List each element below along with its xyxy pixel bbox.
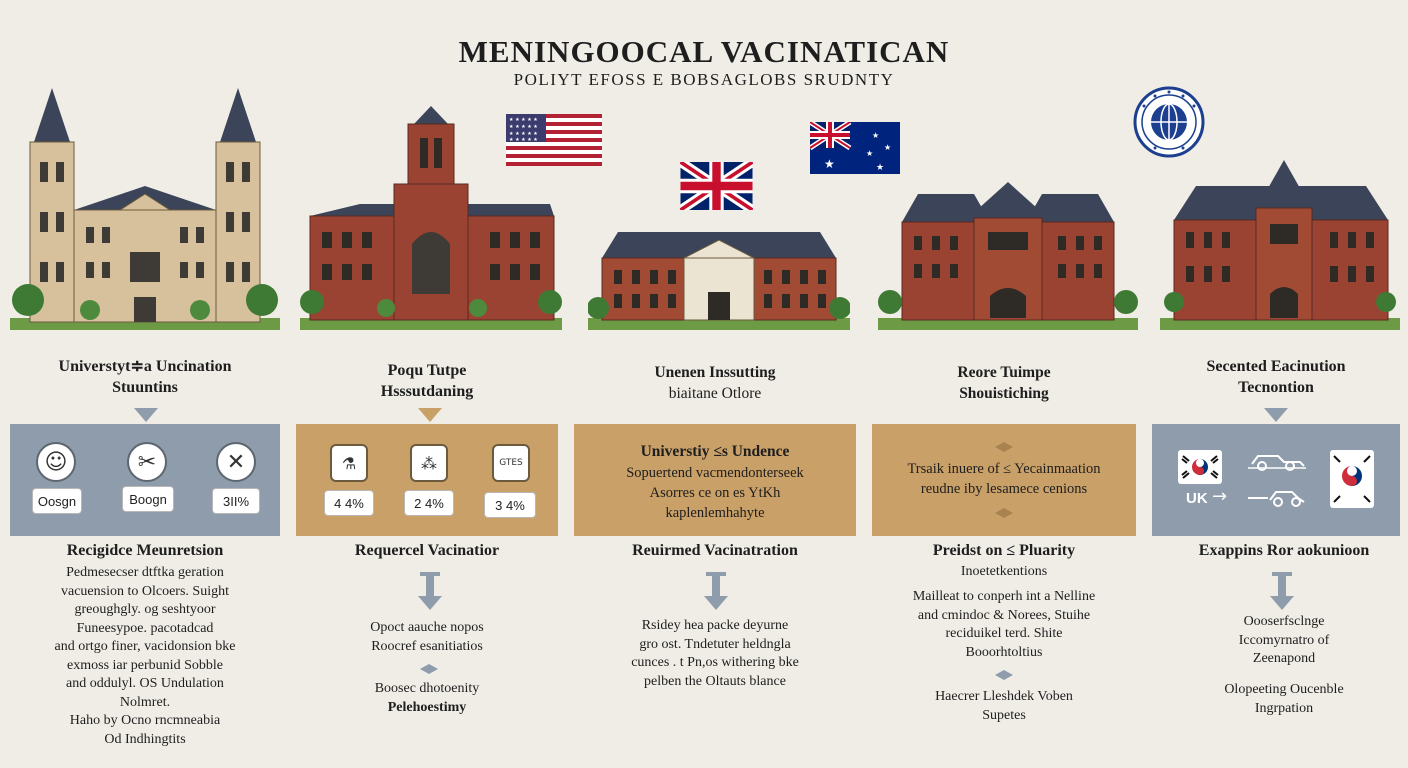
smiley-icon: ☺: [36, 442, 76, 482]
column-4-body-line: reciduikel terd. Shite: [945, 626, 1063, 641]
column-5-body2-line: Olopeeting Oucenble: [1224, 682, 1344, 697]
column-2-title-line1: Poqu Tutpe: [387, 362, 467, 379]
column-3-heading: Reuirmed Vacinatration: [632, 542, 798, 559]
column-5-body2-line: Ingrpation: [1254, 700, 1314, 716]
column-1-body-line: Haho by Ocno rncmneabia: [69, 713, 221, 728]
column-1-title-line2: Stuuntins: [112, 379, 178, 396]
column-4-body-line: Mailleat to conperh int a Nelline: [912, 589, 1096, 604]
svg-text:★ ★ ★ ★ ★: ★ ★ ★ ★ ★: [509, 137, 538, 143]
syringe-icon: ✕: [216, 442, 256, 482]
arrow-right-icon: →: [1212, 486, 1228, 507]
column-4-title-line2: Shouistiching: [959, 385, 1049, 402]
column-1-heading: Recigidce Meunretsion: [66, 542, 224, 559]
svg-text:★: ★: [876, 163, 885, 173]
column-5-body: [1152, 613, 1408, 669]
page-title: MENINGOOCAL VACINATICAN: [458, 34, 950, 69]
column-1-label-3: 3II%: [212, 488, 260, 514]
column-2-body-line: Opoct aauche nopos: [370, 620, 484, 635]
column-2-body-2: [296, 680, 558, 717]
column-2-pointer: [418, 408, 442, 422]
column-4-diamond-icon: [995, 442, 1013, 452]
column-1-title-line1: Universtyt≑a Uncination: [58, 358, 232, 375]
svg-text:★ ★ ★ ★ ★: ★ ★ ★ ★ ★: [509, 117, 538, 123]
scissors-icon: ✂: [127, 442, 167, 482]
column-5-heading: Exappins Ror aokunioon: [1198, 542, 1370, 559]
column-3-panel-heading: Universtiy ≤s Undence: [640, 443, 790, 460]
car-icon: [1248, 486, 1308, 508]
column-1-body-line: Funeesypoe. pacotadcad: [76, 620, 214, 636]
column-5-body-2: [1152, 681, 1408, 718]
university-building-5: [1160, 156, 1400, 332]
column-1-label-2: Boogn: [122, 486, 174, 512]
column-4-panel-line: Trsaik inuere of ≤ Yecainmaation: [907, 461, 1101, 477]
column-5-title-line1: Secented Eacinution: [1206, 358, 1346, 375]
svg-text:★: ★: [884, 143, 892, 152]
column-4-heading: Preidst on ≤ Pluarity: [932, 542, 1076, 559]
column-4-panel-line: reudne iby lesamece cenions: [920, 481, 1088, 497]
column-2-title: [296, 360, 558, 402]
page-subtitle: POLIYT EFOSS E BOBSAGLOBS SRUDNTY: [513, 70, 895, 89]
column-1-pointer: [134, 408, 158, 422]
column-4-body-line: and cmindoc & Norees, Stuihe: [917, 607, 1091, 623]
column-1-body-line: vacuension to Olcoers. Suight: [61, 583, 229, 599]
column-4-title-line1: Reore Tuimpe: [957, 364, 1051, 381]
dna-icon: ⁂: [410, 444, 448, 482]
column-5-body-line: Iccomyrnatro of: [1238, 632, 1330, 648]
column-1-body: [14, 564, 276, 749]
vaccine-vial-icon: GTES: [492, 444, 530, 482]
korea-flag-icon: [1178, 450, 1222, 484]
column-3-body: [574, 617, 856, 691]
column-4-diamond-icon: [995, 508, 1013, 518]
column-4-body-2: [872, 688, 1136, 725]
column-1-body-line: Pedmesecser dtftka geration: [66, 565, 224, 580]
column-2-label-1: 4 4%: [324, 490, 374, 516]
column-2-body-line: Roocref esanitiatios: [371, 638, 483, 654]
column-4-body-line: Booorhtoltius: [965, 644, 1043, 660]
svg-text:★: ★: [824, 157, 835, 171]
microscope-icon: ⚗: [330, 444, 368, 482]
column-5-uk-label: UK: [1186, 490, 1208, 507]
column-2-body2-line: Pelehoestimy: [387, 699, 467, 715]
column-5-arrow-down-icon: [1270, 572, 1294, 612]
column-2-title-line2: Hsssutdaning: [380, 383, 474, 400]
university-building-1: [10, 82, 280, 332]
column-5-panel: [1152, 424, 1400, 536]
column-1-body-line: Od Indhingtits: [104, 731, 186, 747]
uk-flag-icon: [680, 162, 753, 210]
column-1-body-line: and oddulyl. OS Undulation: [66, 676, 224, 691]
svg-text:★ ★ ★ ★ ★: ★ ★ ★ ★ ★: [509, 124, 538, 130]
svg-text:★ ★ ★ ★ ★: ★ ★ ★ ★ ★: [509, 131, 538, 137]
column-2-diamond-icon: [420, 664, 438, 674]
column-1-body-line: Nolmret.: [119, 694, 171, 710]
column-1-body-line: exmoss iar perbunid Sobble: [67, 657, 223, 673]
column-3-panel-line: kaplenlemhahyte: [665, 505, 765, 521]
column-3-arrow-down-icon: [704, 572, 728, 612]
svg-text:★: ★: [872, 131, 880, 140]
column-3-title-line2: biaitane Otlore: [668, 385, 762, 402]
column-2-label-3: 3 4%: [484, 492, 536, 518]
health-seal-icon: [1133, 86, 1205, 158]
australia-flag-icon: [810, 122, 900, 174]
column-2-arrow-down-icon: [418, 572, 442, 612]
svg-text:★: ★: [866, 149, 874, 158]
column-5-body-line: Oooserfsclnge: [1243, 614, 1325, 629]
column-4-title: [872, 362, 1136, 404]
column-3-body-line: gro ost. Tndetuter heldngla: [639, 636, 791, 652]
column-1-body-line: greoughgly. og seshtyoor: [74, 602, 216, 617]
column-3-panel-line: Sopuertend vacmendonterseek: [626, 465, 804, 481]
column-4-diamond-lower-icon: [995, 670, 1013, 680]
column-3-body-line: Rsidey hea packe deyurne: [641, 618, 789, 633]
column-3-body-line: cunces . t Pn,os withering bke: [631, 655, 799, 670]
column-4-body2-line: Haecrer Lleshdek Voben: [935, 689, 1073, 704]
column-1-body-line: and ortgo finer, vacidonsion bke: [54, 639, 236, 654]
column-2-panel: [296, 424, 558, 536]
column-3-body-line: pelben the Oltauts blance: [644, 673, 786, 689]
university-building-4: [878, 178, 1138, 332]
column-3-panel-line: Asorres ce on es YtKh: [649, 485, 781, 501]
column-5-title: [1152, 356, 1400, 398]
column-1-title: [10, 356, 280, 398]
column-3-panel: [574, 424, 856, 536]
column-4-panel: [872, 424, 1136, 536]
university-building-2: [300, 104, 562, 332]
column-5-pointer: [1264, 408, 1288, 422]
column-5-body-line: Zeenapond: [1252, 651, 1316, 666]
column-3-title-line1: Unenen Inssutting: [654, 364, 776, 381]
column-2-label-2: 2 4%: [404, 490, 454, 516]
korea-flag-icon: [1330, 450, 1374, 508]
column-2-heading: Requercel Vacinatior: [354, 542, 500, 559]
column-4-body2-line: Supetes: [982, 707, 1026, 723]
column-4-body: [872, 588, 1136, 662]
column-3-title: [574, 362, 856, 404]
column-1-label-1: Oosgn: [32, 488, 82, 514]
car-icon: [1248, 450, 1308, 472]
column-5-title-line2: Tecnontion: [1238, 379, 1314, 396]
column-2-body: [296, 619, 558, 656]
column-2-body2-line: Boosec dhotoenity: [374, 681, 480, 696]
university-building-3: [588, 228, 850, 332]
column-1-panel: [10, 424, 280, 536]
column-4-subheading: Inoetetkentions: [960, 564, 1048, 579]
